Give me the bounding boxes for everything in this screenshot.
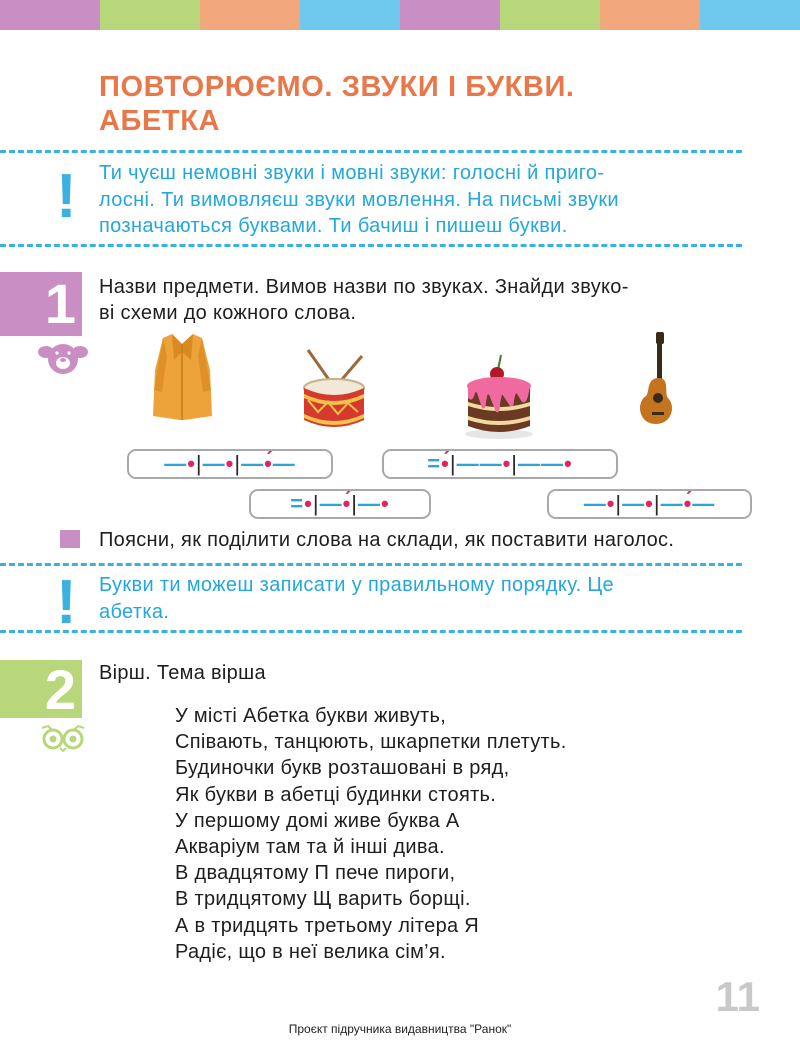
rule-line: лосні. Ти вимовляєш звуки мовлення. На письмі звуки [99, 188, 619, 211]
task-text [99, 274, 749, 326]
task-heading: Вірш. Тема вірша [99, 662, 266, 684]
task-number: 1 [44, 272, 76, 335]
cake-picture [462, 350, 537, 440]
poem-line: Радіє, що в неї велика сім’я. [175, 940, 446, 963]
poem-line: Будиночки букв розташовані в ряд, [175, 757, 510, 780]
stripe [200, 0, 300, 30]
poem-line: У першому домі живе буква А [175, 809, 460, 832]
sound-scheme: — • | — • | — •́ — [547, 489, 752, 519]
poem-line: А в тридцять третьому літера Я [175, 914, 480, 937]
task-line: Назви предмети. Вимов назви по звуках. Знайди звуко- [99, 276, 629, 298]
exclamation-icon: ! [56, 162, 77, 231]
footer-note: Проєкт підручника видавництва "Ранок" [288, 1022, 512, 1036]
poem-line: Співають, танцюють, шкарпетки плетуть. [175, 731, 567, 754]
poem-line: В тридцятому Щ варить борщі. [175, 888, 471, 911]
sound-scheme: = •́ | —— • | —— • [382, 449, 618, 479]
stripe [500, 0, 600, 30]
divider [0, 150, 742, 153]
task-number: 2 [44, 658, 76, 721]
stripe [600, 0, 700, 30]
guitar-picture [632, 330, 682, 428]
stripe [400, 0, 500, 30]
page-title-line: АБЕТКА [99, 105, 221, 137]
divider [0, 563, 742, 566]
rule-line: позначаються буквами. Ти бачиш і пишеш букви. [99, 215, 568, 237]
task-line: ві схеми до кожного слова. [99, 302, 357, 324]
poem-line: Як букви в абетці будинки стоять. [175, 783, 497, 806]
stripe [0, 0, 100, 30]
coat-picture [150, 330, 215, 422]
sound-scheme: — • | — • | — •́ — [127, 449, 333, 479]
square-bullet [60, 530, 80, 548]
drum-picture [300, 348, 368, 433]
rule-box-text [99, 160, 739, 240]
header-color-stripes [0, 0, 800, 30]
divider [0, 630, 742, 633]
divider [0, 244, 742, 247]
rule-line: абетка. [99, 600, 170, 623]
poem-line: У місті Абетка букви живуть, [175, 705, 447, 727]
task-note: Поясни, як поділити слова на склади, як поставити наголос. [99, 529, 675, 551]
dog-face-icon [38, 338, 88, 378]
poem-line: В двадцятому П пече пироги, [175, 862, 456, 885]
poem-line: Акваріум там та й інші дива. [175, 836, 445, 859]
rule-line: Ти чуєш немовні звуки і мовні звуки: голосні й приго- [99, 162, 605, 184]
stripe [700, 0, 800, 30]
owl-eyes-icon [38, 724, 88, 752]
exclamation-icon: ! [56, 568, 77, 637]
page-number: 11 [715, 973, 760, 1020]
rule-box-text [99, 572, 739, 625]
rule-line: Букви ти можеш записати у правильному порядку. Це [99, 574, 615, 596]
poem [175, 703, 567, 965]
page-title-line: ПОВТОРЮЄМО. ЗВУКИ І БУКВИ. [99, 71, 575, 103]
stripe [300, 0, 400, 30]
page-title [99, 70, 759, 138]
stripe [100, 0, 200, 30]
sound-scheme: = • | — •́ | — • [249, 489, 431, 519]
